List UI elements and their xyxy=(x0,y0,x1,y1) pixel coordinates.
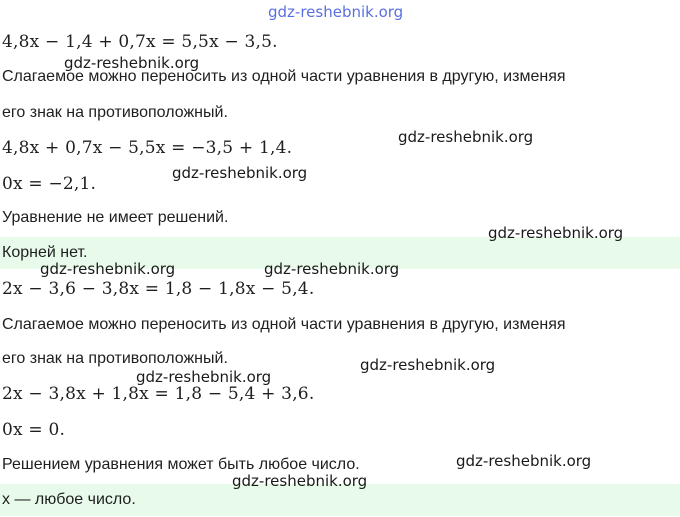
watermark: gdz-reshebnik.org xyxy=(488,224,624,242)
watermark: gdz-reshebnik.org xyxy=(268,3,404,21)
equation-line: 2x − 3,6 − 3,8x = 1,8 − 1,8x − 5,4. xyxy=(2,279,315,299)
conclusion-line: Решением уравнения может быть любое число. xyxy=(2,456,360,473)
answer-line: Корней нет. xyxy=(0,237,680,269)
explanation-line: Слагаемое можно переносить из одной части уравнения в другую, изменяя xyxy=(2,68,566,85)
watermark: gdz-reshebnik.org xyxy=(398,128,534,146)
watermark: gdz-reshebnik.org xyxy=(172,164,308,182)
watermark: gdz-reshebnik.org xyxy=(264,260,400,278)
equation-line: 0x = −2,1. xyxy=(2,174,97,194)
watermark: gdz-reshebnik.org xyxy=(40,260,176,278)
equation-line: 0x = 0. xyxy=(2,420,66,440)
watermark: gdz-reshebnik.org xyxy=(232,472,368,490)
explanation-line: Слагаемое можно переносить из одной части уравнения в другую, изменяя xyxy=(2,316,566,333)
watermark: gdz-reshebnik.org xyxy=(360,356,496,374)
watermark: gdz-reshebnik.org xyxy=(136,368,272,386)
equation-line: 4,8x + 0,7x − 5,5x = −3,5 + 1,4. xyxy=(2,138,293,158)
answer-line: x — любое число. xyxy=(0,484,680,516)
equation-line: 4,8x − 1,4 + 0,7x = 5,5x − 3,5. xyxy=(2,32,278,52)
conclusion-line: Уравнение не имеет решений. xyxy=(2,209,229,226)
watermark: gdz-reshebnik.org xyxy=(64,54,200,72)
explanation-line: его знак на противоположный. xyxy=(2,104,228,121)
equation-line: 2x − 3,8x + 1,8x = 1,8 − 5,4 + 3,6. xyxy=(2,384,315,404)
explanation-line: его знак на противоположный. xyxy=(2,350,228,367)
watermark: gdz-reshebnik.org xyxy=(456,452,592,470)
